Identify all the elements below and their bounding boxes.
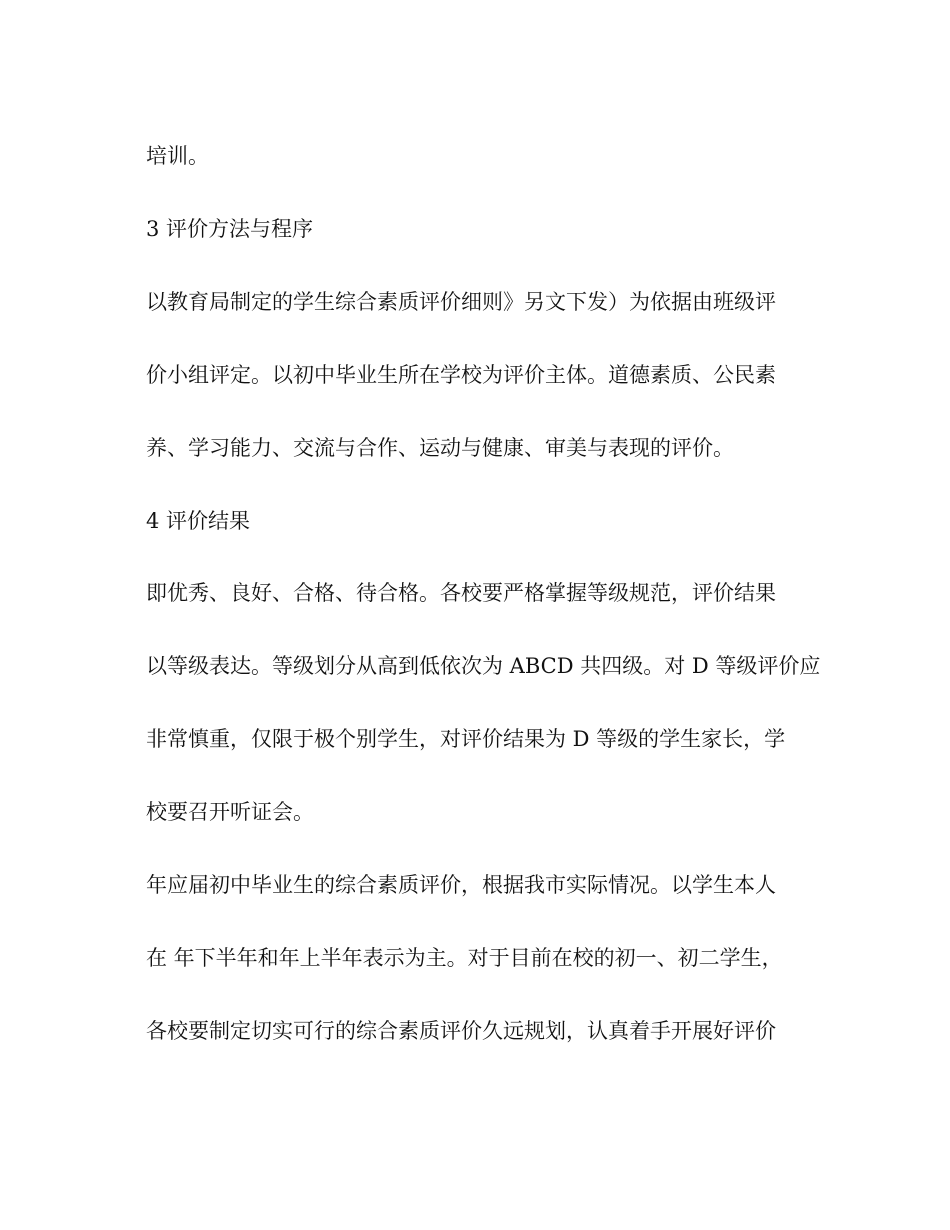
section-heading-4: 4 评价结果 — [146, 509, 251, 533]
text-line-11: 年应届初中毕业生的综合素质评价，根据我市实际情况。以学生本人 — [146, 873, 776, 897]
text-line-8: 以等级表达。等级划分从高到低依次为 ABCD 共四级。对 D 等级评价应 — [146, 654, 821, 678]
text-line-3: 以教育局制定的学生综合素质评价细则》另文下发）为依据由班级评 — [146, 290, 776, 314]
text-line-12: 在 年下半年和年上半年表示为主。对于目前在校的初一、初二学生， — [146, 946, 783, 970]
text-line-1: 培训。 — [146, 144, 209, 168]
section-heading-3: 3 评价方法与程序 — [146, 217, 314, 241]
text-line-10: 校要召开听证会。 — [146, 800, 314, 824]
text-line-7: 即优秀、良好、合格、待合格。各校要严格掌握等级规范，评价结果 — [146, 581, 776, 605]
text-line-13: 各校要制定切实可行的综合素质评价久远规划，认真着手开展好评价 — [146, 1019, 776, 1043]
text-line-5: 养、学习能力、交流与合作、运动与健康、审美与表现的评价。 — [146, 436, 734, 460]
text-line-9: 非常慎重，仅限于极个别学生，对评价结果为 D 等级的学生家长，学 — [146, 727, 786, 751]
text-line-4: 价小组评定。以初中毕业生所在学校为评价主体。道德素质、公民素 — [146, 363, 776, 387]
